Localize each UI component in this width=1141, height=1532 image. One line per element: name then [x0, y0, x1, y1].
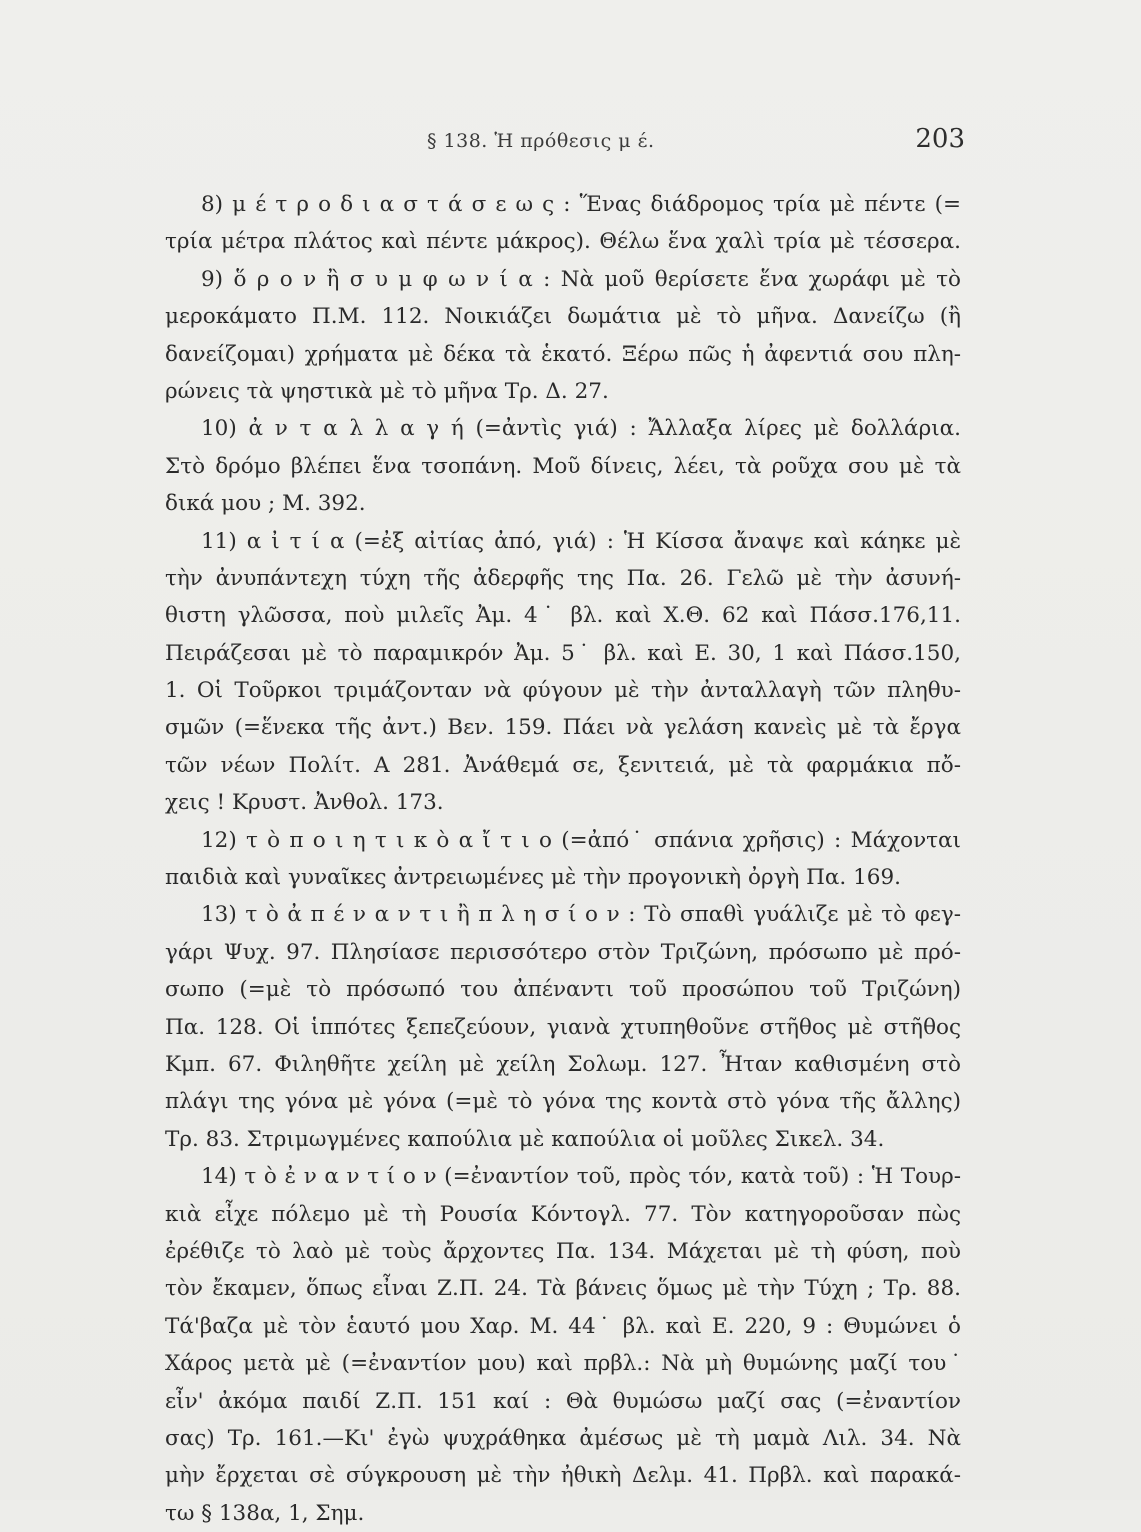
text-line: 11) α ἰ τ ί α (=ἐξ αἰτίας ἀπό, γιά) : Ἡ Κίσσα ἄναψε καὶ κάηκε μὲ: [201, 528, 961, 554]
text-line: γάρι Ψυχ. 97. Πλησίασε περισσότερο στὸν Τριζώνη, πρόσωπο μὲ πρό-: [165, 939, 961, 965]
section-title: § 138. Ἡ πρόθεσις μ έ.: [427, 130, 655, 152]
text-line: μὴν ἔρχεται σὲ σύγκρουση μὲ τὴν ἠθικὴ Δελμ. 41. Πρβλ. καὶ παρακά-: [165, 1463, 961, 1489]
text-line: τω § 138α, 1, Σημ.: [165, 1500, 365, 1526]
text-line: μεροκάματο Π.Μ. 112. Νοικιάζει δωμάτια μὲ τὸ μῆνα. Δανείζω (ἢ: [165, 304, 961, 330]
text-line: τὸν ἔκαμεν, ὅπως εἶναι Ζ.Π. 24. Τὰ βάνεις ὅμως μὲ τὴν Τύχη ; Τρ. 88.: [165, 1276, 961, 1302]
text-line: Τρ. 83. Στριμωγμένες καπούλια μὲ καπούλια οἱ μοῦλες Σικελ. 34.: [165, 1126, 885, 1152]
text-line: ρώνεις τὰ ψηστικὰ μὲ τὸ μῆνα Τρ. Δ. 27.: [165, 378, 609, 404]
text-line: 9) ὅ ρ ο ν ἢ σ υ μ φ ω ν ί α : Νὰ μοῦ θερίσετε ἕνα χωράφι μὲ τὸ: [201, 266, 961, 292]
text-line: τὴν ἀνυπάντεχη τύχη τῆς ἀδερφῆς της Πα. 26. Γελῶ μὲ τὴν ἀσυνή-: [165, 565, 961, 591]
text-line: σωπο (=μὲ τὸ πρόσωπό του ἀπέναντι τοῦ προσώπου τοῦ Τριζώνη): [165, 977, 961, 1003]
text-line: κιὰ εἶχε πόλεμο μὲ τὴ Ρουσία Κόντογλ. 77. Τὸν κατηγοροῦσαν πὼς: [165, 1201, 961, 1227]
text-line: 10) ἀ ν τ α λ λ α γ ή (=ἀντὶς γιά) : Ἄλλαξα λίρες μὲ δολλάρια.: [201, 416, 961, 442]
text-line: Πειράζεσαι μὲ τὸ παραμικρόν Ἀμ. 5˙ βλ. καὶ Ε. 30, 1 καὶ Πάσσ.150,: [165, 640, 961, 666]
text-line: σμῶν (=ἕνεκα τῆς ἀντ.) Βεν. 159. Πάει νὰ γελάση κανεὶς μὲ τὰ ἔργα: [165, 715, 961, 741]
text-line: 14) τ ὸ ἐ ν α ν τ ί ο ν (=ἐναντίον τοῦ, πρὸς τόν, κατὰ τοῦ) : Ἡ Τουρ-: [201, 1164, 961, 1190]
text-line: 8) μ έ τ ρ ο δ ι α σ τ ά σ ε ω ς : Ἕνας διάδρομος τρία μὲ πέντε (=: [201, 192, 961, 217]
text-line: χεις ! Κρυστ. Ἀνθολ. 173.: [165, 790, 444, 816]
text-line: δικά μου ; Μ. 392.: [165, 491, 366, 517]
text-line: 13) τ ὸ ἀ π έ ν α ν τ ι ἢ π λ η σ ί ο ν : Τὸ σπαθὶ γυάλιζε μὲ τὸ φεγ-: [201, 902, 961, 928]
text-line: τρία μέτρα πλάτος καὶ πέντε μάκρος). Θέλω ἕνα χαλὶ τρία μὲ τέσσερα.: [165, 229, 961, 255]
text-line: ἐρέθιζε τὸ λαὸ μὲ τοὺς ἄρχοντες Πα. 134. Μάχεται μὲ τὴ φύση, ποὺ: [165, 1238, 961, 1264]
text-line: Στὸ δρόμο βλέπει ἕνα τσοπάνη. Μοῦ δίνεις, λέει, τὰ ροῦχα σου μὲ τὰ: [165, 453, 961, 479]
text-line: 1. Οἱ Τοῦρκοι τριμάζονταν νὰ φύγουν μὲ τὴν ἀνταλλαγὴ τῶν πληθυ-: [165, 678, 961, 704]
text-line: παιδιὰ καὶ γυναῖκες ἀντρειωμένες μὲ τὴν προγονικὴ ὀργὴ Πα. 169.: [165, 865, 901, 891]
text-line: δανείζομαι) χρήματα μὲ δέκα τὰ ἑκατό. Ξέρω πῶς ἡ ἀφεντιά σου πλη-: [165, 341, 961, 367]
text-line: σας) Τρ. 161.—Κι' ἐγὼ ψυχράθηκα ἀμέσως μὲ τὴ μαμὰ Λιλ. 34. Νὰ: [165, 1425, 961, 1451]
text-line: Πα. 128. Οἱ ἱππότες ξεπεζεύουν, γιανὰ χτυπηθοῦνε στῆθος μὲ στῆθος: [165, 1014, 961, 1040]
text-line: 12) τ ὸ π ο ι η τ ι κ ὸ α ἴ τ ι ο (=ἀπό˙ σπάνια χρῆσις) : Μάχονται: [201, 827, 961, 853]
text-line: Τά'βαζα μὲ τὸν ἑαυτό μου Χαρ. Μ. 44˙ βλ. καὶ Ε. 220, 9 : Θυμώνει ὁ: [165, 1313, 961, 1339]
text-line: εἶν' ἀκόμα παιδί Ζ.Π. 151 καί : Θὰ θυμώσω μαζί σας (=ἐναντίον: [165, 1388, 961, 1414]
text-line: Χάρος μετὰ μὲ (=ἐναντίον μου) καὶ πρβλ.: Νὰ μὴ θυμώνης μαζί του˙: [165, 1351, 961, 1377]
text-line: θιστη γλῶσσα, ποὺ μιλεῖς Ἀμ. 4˙ βλ. καὶ Χ.Θ. 62 καὶ Πάσσ.176,11.: [165, 603, 961, 629]
text-line: τῶν νέων Πολίτ. Α 281. Ἀνάθεμά σε, ξενιτειά, μὲ τὰ φαρμάκια πὄ-: [165, 752, 961, 778]
body-text: [165, 186, 961, 1532]
text-line: Κμπ. 67. Φιληθῆτε χείλη μὲ χείλη Σολωμ. 127. Ἦταν καθισμένη στὸ: [165, 1051, 961, 1077]
text-line: πλάγι της γόνα μὲ γόνα (=μὲ τὸ γόνα της κοντὰ στὸ γόνα τῆς ἄλλης): [165, 1089, 961, 1115]
page-header: [165, 122, 965, 162]
page-number: 203: [915, 124, 965, 154]
